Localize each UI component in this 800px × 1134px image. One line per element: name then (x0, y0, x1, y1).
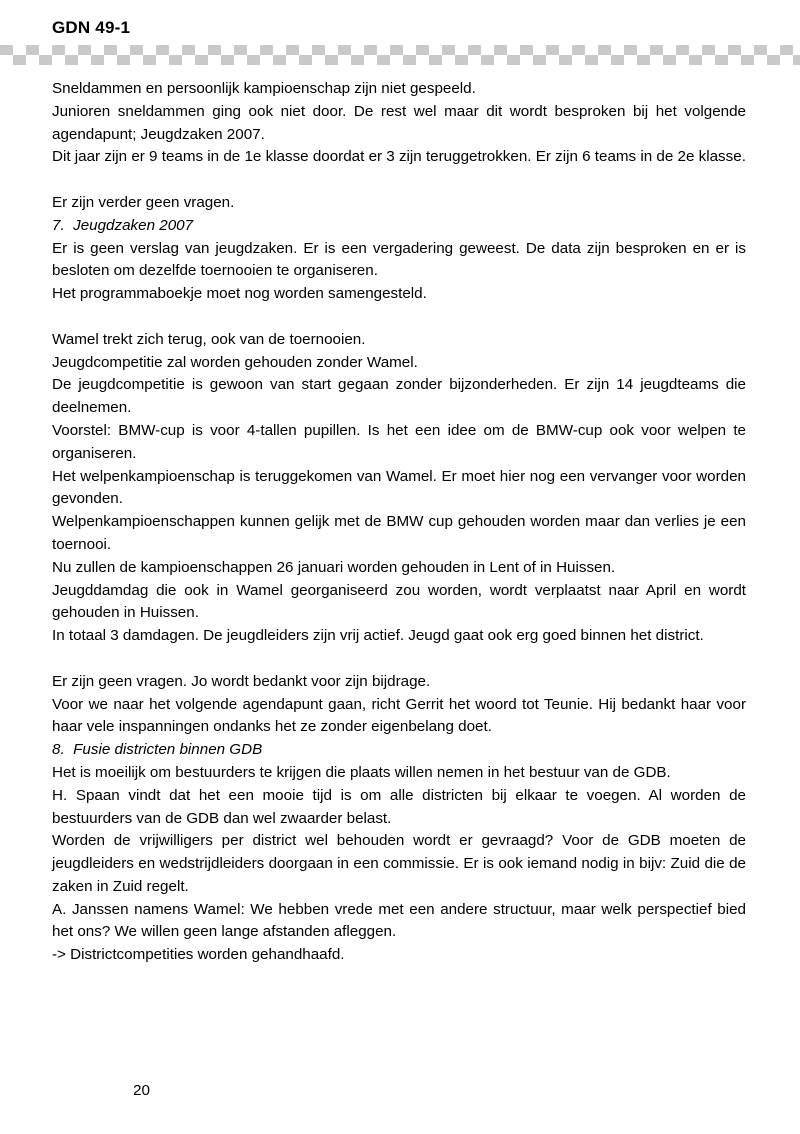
paragraph-1b: Junioren sneldammen ging ook niet door. De rest wel maar dit wordt besproken bij het volgende agendapunt; Jeugdzaken 2007. (52, 102, 746, 143)
paragraph-8d (52, 557, 746, 580)
section-spacer (65, 741, 73, 758)
paragraph-12b (52, 944, 746, 967)
section-spacer (65, 217, 73, 234)
text-line: Jeugdcompetitie zal worden gehouden zonder Wamel. (52, 353, 418, 371)
paragraph-11c: Worden de vrijwilligers per district wel behouden wordt er gevraagd? Voor de GDB moeten de jeugdleiders en wedstrijdleiders doorgaan in een commissie. Er is ook iemand nodig in bijv: Zuid die de zaken in Zuid regelt. (52, 832, 746, 895)
section-number: 8. (52, 741, 65, 759)
paragraph-7: De jeugdcompetitie is gewoon van start gegaan zonder bijzonderheden. Er zijn 14 jeugdteams die deelnemen. (52, 376, 746, 417)
text-line: Het programmaboekje moet nog worden samengesteld. (52, 285, 427, 303)
section-title: Fusie districten binnen GDB (73, 741, 263, 759)
page-title: GDN 49-1 (52, 18, 131, 37)
text-line: Wamel trekt zich terug, ook van de toernooien. (52, 330, 366, 348)
section-heading-8 (52, 739, 746, 762)
document-body (52, 78, 746, 967)
checkerboard-row-top (0, 45, 800, 55)
page-header (0, 0, 800, 66)
section-number: 7. (52, 216, 65, 234)
paragraph-1 (52, 78, 746, 101)
checkerboard-row-bottom (0, 55, 800, 65)
paragraph-12a: A. Janssen namens Wamel: We hebben vrede met een andere structuur, maar welk perspectief bied het ons? We willen geen lange afstanden afleggen. (52, 900, 746, 941)
paragraph-3 (52, 192, 746, 215)
paragraph-8f: In totaal 3 damdagen. De jeugdleiders zijn vrij actief. Jeugd gaat ook erg goed binnen het district. (52, 627, 704, 645)
paragraph-8e: Jeugddamdag die ook in Wamel georganiseerd zou worden, wordt verplaatst naar April en wordt gehouden in Huissen. (52, 581, 746, 622)
paragraph-5a: Er is geen verslag van jeugdzaken. Er is een vergadering geweest. De data zijn besproken en er is besloten om dezelfde toernooien te organiseren. (52, 239, 746, 280)
paragraph-9b: Voor we naar het volgende agendapunt gaan, richt Gerrit het woord tot Teunie. Hij bedankt haar voor haar vele inspanningen ondanks het ze zonder eigenbelang doet. (52, 695, 746, 736)
text-line: Sneldammen en persoonlijk kampioenschap zijn niet gespeeld. (52, 80, 476, 97)
paragraph-9a (52, 671, 746, 694)
section-heading-7 (52, 215, 746, 238)
page-number: 20 (133, 1082, 150, 1099)
paragraph-2: Dit jaar zijn er 9 teams in de 1e klasse doordat er 3 zijn teruggetrokken. Er zijn 6 teams in de 2e klasse. (52, 148, 746, 166)
paragraph-11b: H. Spaan vindt dat het een mooie tijd is om alle districten bij elkaar te voegen. Al worden de bestuurders van de GDB dan wel zwaarder belast. (52, 786, 746, 827)
checkerboard-divider (0, 45, 800, 65)
paragraph-8c: Welpenkampioenschappen kunnen gelijk met de BMW cup gehouden worden maar dan verlies je een toernooi. (52, 513, 746, 553)
paragraph-8b: Het welpenkampioenschap is teruggekomen van Wamel. Er moet hier nog een vervanger voor worden gevonden. (52, 467, 746, 508)
paragraph-11a: Het is moeilijk om bestuurders te krijgen die plaats willen nemen in het bestuur van de GDB. (52, 763, 671, 781)
paragraph-5b (52, 283, 746, 306)
text-line: Er zijn geen vragen. Jo wordt bedankt voor zijn bijdrage. (52, 672, 431, 690)
text-line: -> Districtcompetities worden gehandhaafd. (52, 946, 345, 964)
text-line: Nu zullen de kampioenschappen 26 januari worden gehouden in Lent of in Huissen. (52, 558, 616, 576)
paragraph-8a: Voorstel: BMW-cup is voor 4-tallen pupillen. Is het een idee om de BMW-cup ook voor welpen te organiseren. (52, 421, 746, 462)
paragraph-6 (52, 329, 746, 375)
section-title: Jeugdzaken 2007 (73, 216, 194, 234)
text-line: Er zijn verder geen vragen. (52, 193, 235, 211)
